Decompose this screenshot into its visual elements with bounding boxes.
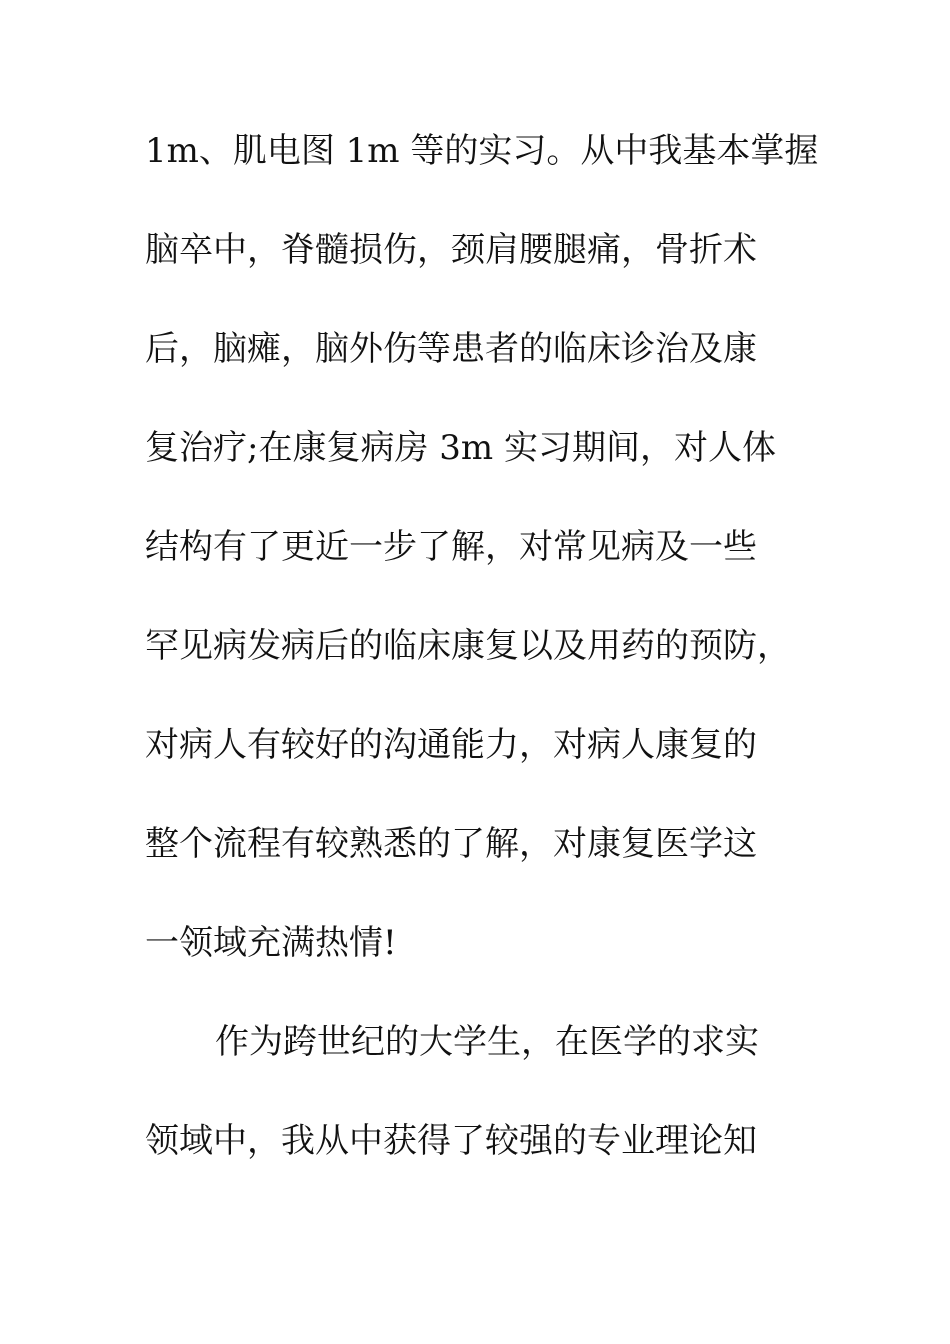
text-line: 脑卒中，脊髓损伤，颈肩腰腿痛，骨折术 (145, 230, 757, 270)
text-line: 对病人有较好的沟通能力，对病人康复的 (145, 725, 757, 765)
text-line: 罕见病发病后的临床康复以及用药的预防， (145, 626, 791, 666)
text-line: 1m、肌电图 1m 等的实习。从中我基本掌握 (145, 131, 819, 171)
text-line: 复治疗;在康复病房 3m 实习期间，对人体 (145, 428, 776, 468)
text-line: 结构有了更近一步了解，对常见病及一些 (145, 527, 757, 567)
text-line: 后，脑瘫，脑外伤等患者的临床诊治及康 (145, 329, 757, 369)
text-line: 整个流程有较熟悉的了解，对康复医学这 (145, 824, 757, 864)
text-line: 一领域充满热情! (145, 923, 397, 963)
text-line: 领域中，我从中获得了较强的专业理论知 (145, 1121, 757, 1161)
paragraph-start-line: 作为跨世纪的大学生，在医学的求实 (215, 1022, 759, 1062)
body-text (145, 120, 825, 1209)
